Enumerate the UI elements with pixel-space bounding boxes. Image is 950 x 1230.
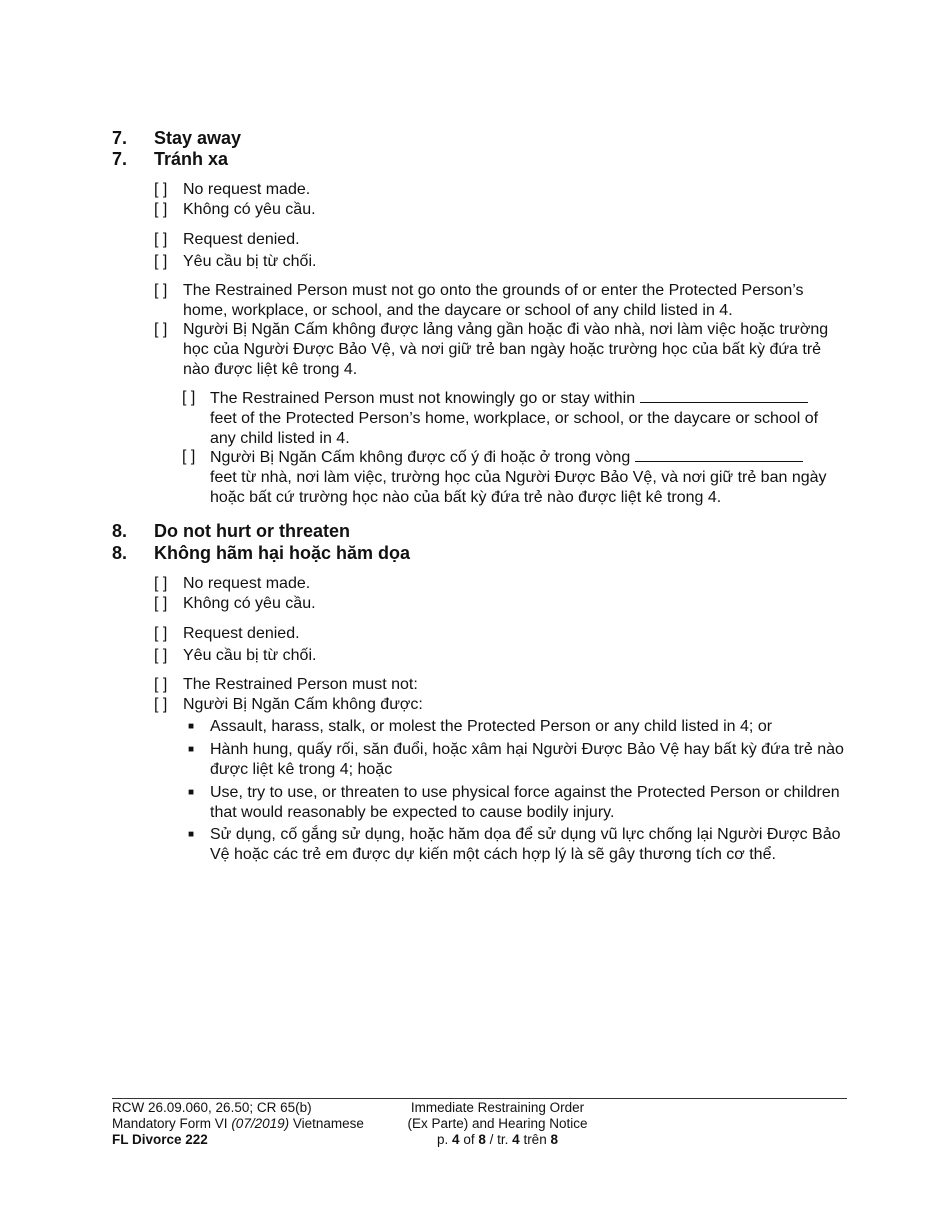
footer-rcw: RCW 26.09.060, 26.50; CR 65(b) bbox=[112, 1100, 312, 1115]
checkbox[interactable]: [ ] bbox=[154, 696, 168, 713]
list-item: Sử dụng, cố gắng sử dụng, hoặc hăm dọa để sử dụng vũ lực chống lại Người Được Bảo Vệ hoặc các trẻ em được dự kiến một cách hợp lý là sẽ gây thương tích cơ thể. bbox=[210, 826, 841, 863]
checkbox[interactable]: [ ] bbox=[154, 647, 168, 664]
option-label: Request denied. bbox=[183, 231, 300, 248]
footer-center bbox=[390, 1100, 605, 1148]
bullet-square-icon: ■ bbox=[188, 787, 195, 798]
footer-date: (07/2019) bbox=[231, 1116, 290, 1131]
list-item: Assault, harass, stalk, or molest the Protected Person or any child listed in 4; or bbox=[210, 718, 773, 735]
section-8-title-vi: Không hãm hại hoặc hăm dọa bbox=[154, 543, 411, 563]
checkbox[interactable]: [ ] bbox=[154, 676, 168, 693]
option-label bbox=[210, 447, 840, 508]
footer-title-2: (Ex Parte) and Hearing Notice bbox=[407, 1116, 588, 1131]
distance-blank[interactable] bbox=[640, 388, 808, 403]
checkbox[interactable]: [ ] bbox=[154, 282, 168, 299]
option-label: The Restrained Person must not go onto the grounds of or enter the Protected Person’s home, workplace, or school, and the daycare or school of any child listed in 4. bbox=[183, 282, 804, 319]
bullet-square-icon: ■ bbox=[188, 829, 195, 840]
option-label: No request made. bbox=[183, 181, 311, 198]
option-label: Không có yêu cầu. bbox=[183, 595, 316, 612]
bullet-square-icon: ■ bbox=[188, 721, 195, 732]
checkbox[interactable]: [ ] bbox=[154, 575, 168, 592]
section-8-title-en: Do not hurt or threaten bbox=[154, 521, 350, 541]
option-label: Người Bị Ngăn Cấm không được lảng vảng gần hoặc đi vào nhà, nơi làm việc hoặc trường học của Người Được Bảo Vệ, và nơi giữ trẻ ban ngày hoặc trường học của bất kỳ đứa trẻ nào được liệt kê trong 4. bbox=[183, 321, 829, 378]
within-text-b: feet từ nhà, nơi làm việc, trường học của Người Được Bảo Vệ, và nơi giữ trẻ ban ngày hoặc bất cứ trường học nào của bất kỳ đứa trẻ nào được liệt kê trong 4. bbox=[210, 469, 827, 506]
option-label: Yêu cầu bị từ chối. bbox=[183, 253, 317, 270]
list-item: Use, try to use, or threaten to use physical force against the Protected Person or children that would reasonably be expected to cause bodily injury. bbox=[210, 784, 840, 821]
checkbox[interactable]: [ ] bbox=[154, 201, 168, 218]
section-7-title-en: Stay away bbox=[154, 128, 242, 148]
checkbox[interactable]: [ ] bbox=[182, 448, 196, 465]
checkbox[interactable]: [ ] bbox=[154, 231, 168, 248]
checkbox[interactable]: [ ] bbox=[154, 625, 168, 642]
page-number: p. 4 of 8 / tr. 4 trên 8 bbox=[437, 1132, 558, 1147]
option-label: The Restrained Person must not: bbox=[183, 676, 418, 693]
bullet-square-icon: ■ bbox=[188, 744, 195, 755]
option-label: Yêu cầu bị từ chối. bbox=[183, 647, 317, 664]
within-text-a: Người Bị Ngăn Cấm không được cố ý đi hoặc ở trong vòng bbox=[210, 449, 631, 466]
within-text-b: feet of the Protected Person’s home, workplace, or school, or the daycare or school of any child listed in 4. bbox=[210, 410, 819, 447]
footer-left bbox=[112, 1100, 412, 1148]
distance-blank[interactable] bbox=[635, 447, 803, 462]
option-label bbox=[210, 388, 840, 449]
footer-mandatory: Mandatory Form VI (07/2019) Vietnamese bbox=[112, 1116, 364, 1131]
checkbox[interactable]: [ ] bbox=[182, 389, 196, 406]
option-label: Request denied. bbox=[183, 625, 300, 642]
option-label: No request made. bbox=[183, 575, 311, 592]
checkbox[interactable]: [ ] bbox=[154, 253, 168, 270]
option-label: Người Bị Ngăn Cấm không được: bbox=[183, 696, 423, 713]
checkbox[interactable]: [ ] bbox=[154, 181, 168, 198]
section-7-number-vi: 7. bbox=[112, 149, 128, 169]
section-7-title-vi: Tránh xa bbox=[154, 149, 229, 169]
section-8-number-vi: 8. bbox=[112, 543, 128, 563]
list-item: Hành hung, quấy rối, săn đuổi, hoặc xâm hại Người Được Bảo Vệ hay bất kỳ đứa trẻ nào được liệt kê trong 4; hoặc bbox=[210, 741, 844, 778]
section-8-number: 8. bbox=[112, 521, 128, 541]
within-text-a: The Restrained Person must not knowingly go or stay within bbox=[210, 390, 636, 407]
footer-divider bbox=[112, 1098, 847, 1099]
option-label: Không có yêu cầu. bbox=[183, 201, 316, 218]
checkbox[interactable]: [ ] bbox=[154, 321, 168, 338]
footer-title-1: Immediate Restraining Order bbox=[410, 1100, 585, 1115]
section-7-number: 7. bbox=[112, 128, 128, 148]
checkbox[interactable]: [ ] bbox=[154, 595, 168, 612]
footer-form-id: FL Divorce 222 bbox=[112, 1132, 208, 1147]
